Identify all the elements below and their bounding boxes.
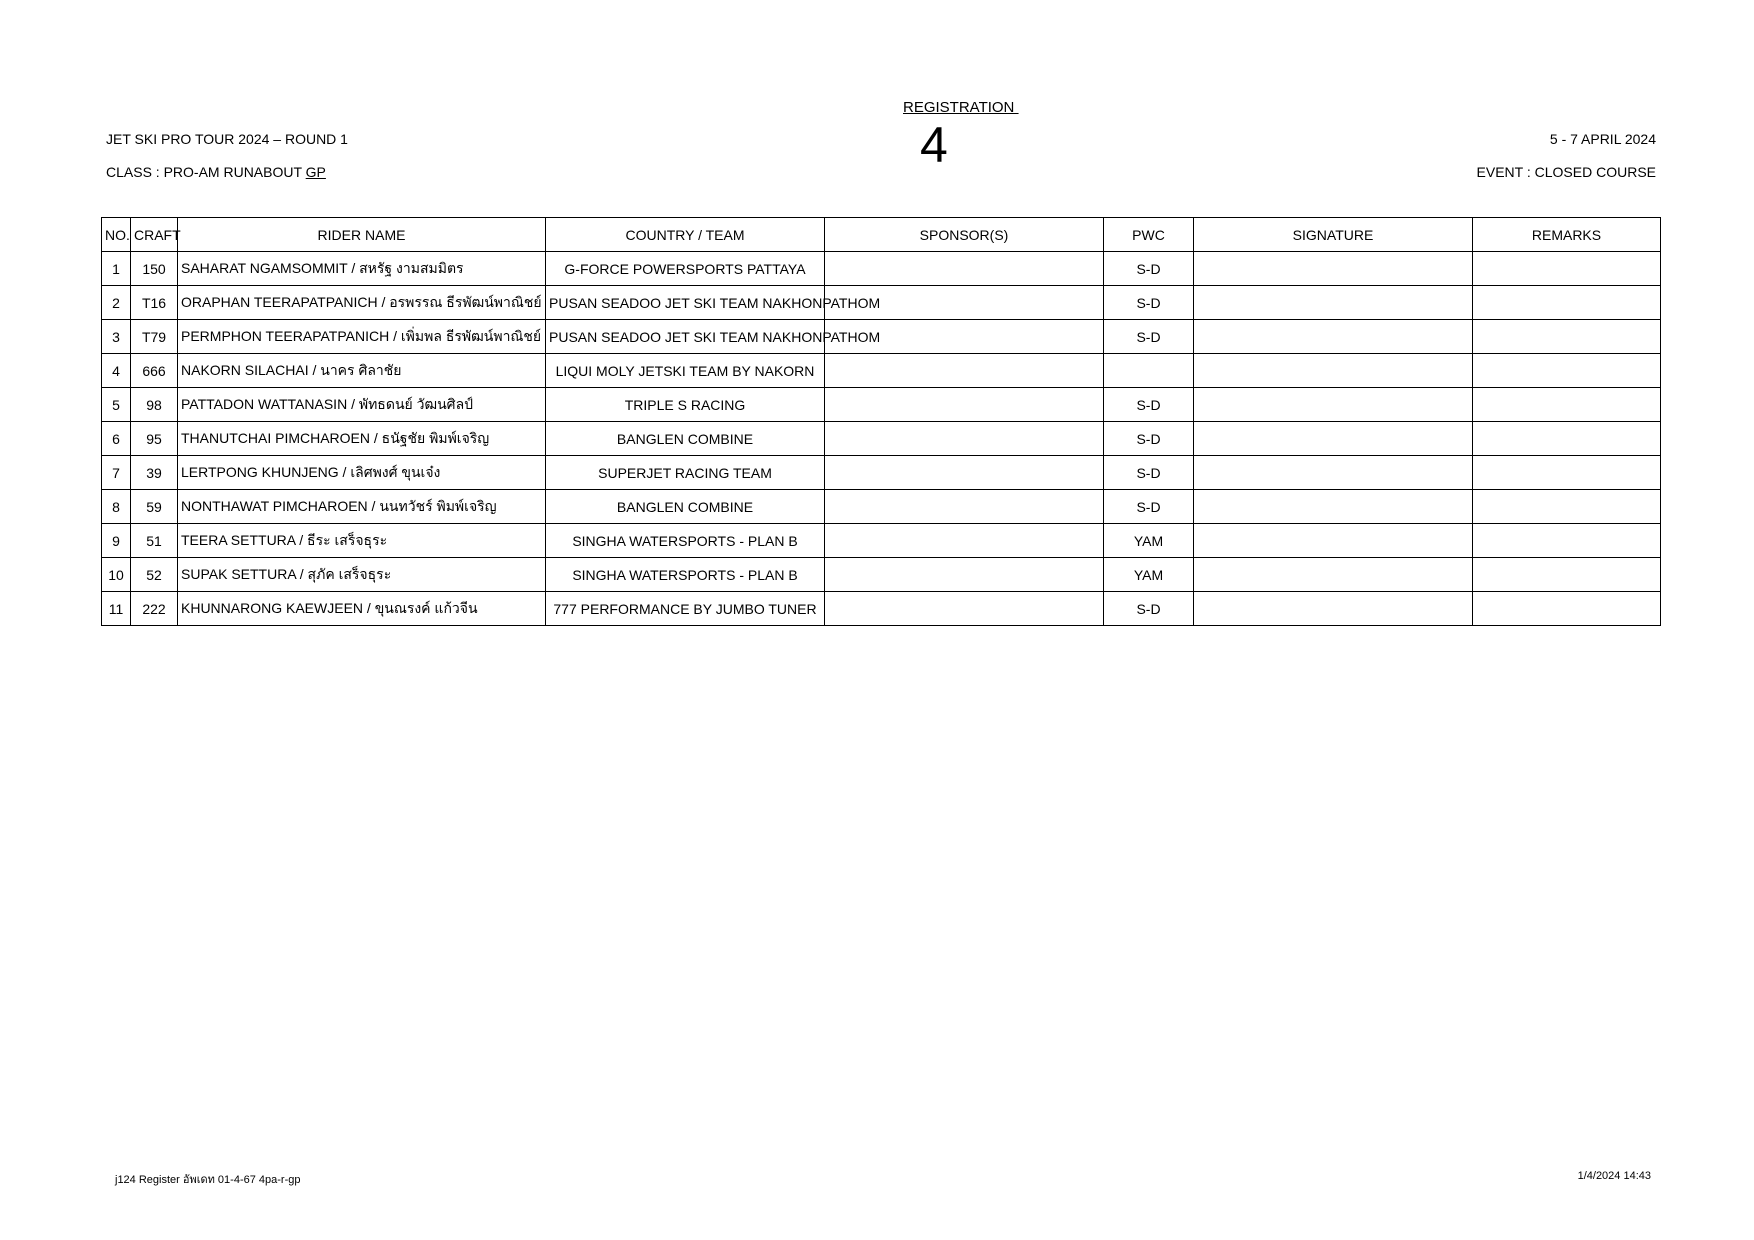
cell-team: 777 PERFORMANCE BY JUMBO TUNER [546,592,825,626]
cell-remarks [1473,422,1661,456]
cell-no: 1 [102,252,131,286]
cell-signature [1194,490,1473,524]
cell-pwc: S-D [1104,456,1194,490]
footer-file-label: j124 Register อัพเดท 01-4-67 4pa-r-gp [115,1174,301,1186]
cell-team: TRIPLE S RACING [546,388,825,422]
cell-team: SUPERJET RACING TEAM [546,456,825,490]
cell-remarks [1473,490,1661,524]
cell-pwc: S-D [1104,422,1194,456]
registration-table [101,217,1661,626]
class-number: 4 [920,117,948,173]
cell-no: 6 [102,422,131,456]
cell-sponsor [825,592,1104,626]
cell-rider-name: PERMPHON TEERAPATPANICH / เพิ่มพล ธีรพัฒน์พาณิชย์ [178,320,546,354]
event-name: JET SKI PRO TOUR 2024 – ROUND 1 [106,131,348,147]
cell-team: SINGHA WATERSPORTS - PLAN B [546,524,825,558]
cell-rider-name: ORAPHAN TEERAPATPANICH / อรพรรณ ธีรพัฒน์พาณิชย์ [178,286,546,320]
cell-craft: 95 [131,422,178,456]
cell-rider-name: NAKORN SILACHAI / นาคร ศิลาชัย [178,354,546,388]
table-row [102,558,1661,592]
class-label [106,164,326,180]
cell-craft: 666 [131,354,178,388]
cell-pwc: YAM [1104,558,1194,592]
cell-craft: T79 [131,320,178,354]
table-row [102,252,1661,286]
table-row [102,320,1661,354]
cell-team: BANGLEN COMBINE [546,422,825,456]
cell-team: LIQUI MOLY JETSKI TEAM BY NAKORN [546,354,825,388]
cell-sponsor [825,252,1104,286]
cell-craft: T16 [131,286,178,320]
cell-pwc: S-D [1104,252,1194,286]
cell-rider-name: NONTHAWAT PIMCHAROEN / นนทวัชร์ พิมพ์เจริญ [178,490,546,524]
cell-sponsor [825,558,1104,592]
cell-team: BANGLEN COMBINE [546,490,825,524]
cell-no: 10 [102,558,131,592]
cell-pwc: S-D [1104,592,1194,626]
cell-craft: 98 [131,388,178,422]
cell-rider-name: SAHARAT NGAMSOMMIT / สหรัฐ งามสมมิตร [178,252,546,286]
cell-no: 3 [102,320,131,354]
cell-no: 8 [102,490,131,524]
cell-sponsor [825,388,1104,422]
cell-pwc [1104,354,1194,388]
cell-sponsor [825,524,1104,558]
cell-pwc: S-D [1104,320,1194,354]
column-header-remarks: REMARKS [1473,218,1661,252]
class-label-gp: GP [305,164,326,180]
cell-remarks [1473,456,1661,490]
cell-team: G-FORCE POWERSPORTS PATTAYA [546,252,825,286]
cell-remarks [1473,592,1661,626]
cell-remarks [1473,558,1661,592]
cell-rider-name: THANUTCHAI PIMCHAROEN / ธนัฐชัย พิมพ์เจริญ [178,422,546,456]
table-row [102,354,1661,388]
cell-signature [1194,592,1473,626]
cell-pwc: S-D [1104,286,1194,320]
column-header-pwc: PWC [1104,218,1194,252]
table-row [102,592,1661,626]
cell-sponsor [825,422,1104,456]
column-header-craft: CRAFT [131,218,178,252]
cell-signature [1194,320,1473,354]
cell-rider-name: SUPAK SETTURA / สุภัค เสร็จธุระ [178,558,546,592]
cell-signature [1194,422,1473,456]
cell-signature [1194,524,1473,558]
cell-no: 9 [102,524,131,558]
column-header-country-team: COUNTRY / TEAM [546,218,825,252]
cell-signature [1194,286,1473,320]
table-header-row [102,218,1661,252]
cell-remarks [1473,320,1661,354]
cell-remarks [1473,354,1661,388]
cell-sponsor [825,354,1104,388]
column-header-sponsors: SPONSOR(S) [825,218,1104,252]
cell-remarks [1473,252,1661,286]
cell-rider-name: LERTPONG KHUNJENG / เลิศพงศ์ ขุนเจ๋ง [178,456,546,490]
cell-signature [1194,388,1473,422]
table-row [102,524,1661,558]
cell-craft: 52 [131,558,178,592]
cell-sponsor [825,490,1104,524]
cell-remarks [1473,388,1661,422]
cell-no: 11 [102,592,131,626]
cell-signature [1194,456,1473,490]
table-row [102,490,1661,524]
cell-signature [1194,354,1473,388]
cell-remarks [1473,524,1661,558]
footer-timestamp: 1/4/2024 14:43 [1577,1170,1651,1182]
column-header-signature: SIGNATURE [1194,218,1473,252]
column-header-rider-name: RIDER NAME [178,218,546,252]
class-label-prefix: CLASS : PRO-AM RUNABOUT [106,164,306,180]
cell-craft: 222 [131,592,178,626]
table-row [102,388,1661,422]
event-dates: 5 - 7 APRIL 2024 [1549,131,1656,147]
cell-craft: 39 [131,456,178,490]
cell-signature [1194,252,1473,286]
cell-team: SINGHA WATERSPORTS - PLAN B [546,558,825,592]
cell-pwc: YAM [1104,524,1194,558]
cell-remarks [1473,286,1661,320]
document-title: REGISTRATION [903,99,1019,116]
table-row [102,456,1661,490]
cell-team: PUSAN SEADOO JET SKI TEAM NAKHONPATHOM [546,320,825,354]
table-row [102,286,1661,320]
event-type: EVENT : CLOSED COURSE [1476,164,1656,180]
cell-pwc: S-D [1104,388,1194,422]
cell-no: 7 [102,456,131,490]
cell-rider-name: TEERA SETTURA / ธีระ เสร็จธุระ [178,524,546,558]
cell-craft: 150 [131,252,178,286]
cell-team: PUSAN SEADOO JET SKI TEAM NAKHONPATHOM [546,286,825,320]
column-header-no: NO. [102,218,131,252]
cell-no: 4 [102,354,131,388]
cell-pwc: S-D [1104,490,1194,524]
cell-no: 5 [102,388,131,422]
cell-rider-name: PATTADON WATTANASIN / พัทธดนย์ วัฒนศิลป์ [178,388,546,422]
cell-rider-name: KHUNNARONG KAEWJEEN / ขุนณรงค์ แก้วจีน [178,592,546,626]
cell-no: 2 [102,286,131,320]
cell-craft: 51 [131,524,178,558]
cell-sponsor [825,456,1104,490]
table-row [102,422,1661,456]
cell-signature [1194,558,1473,592]
cell-craft: 59 [131,490,178,524]
